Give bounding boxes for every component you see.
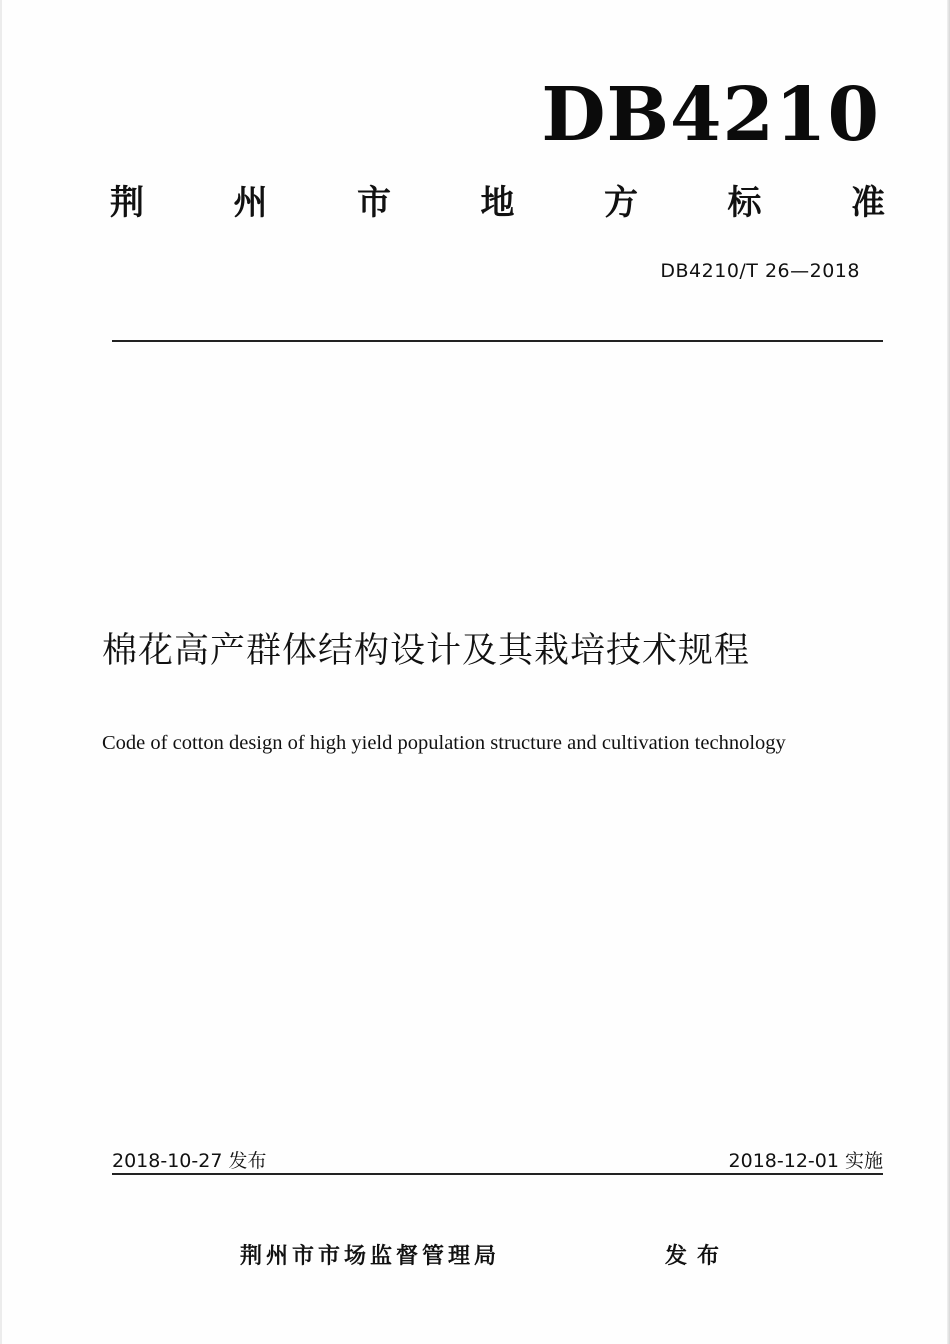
issue-date: 2018-10-27 发布: [112, 1150, 267, 1172]
publish-label: 发布: [665, 1244, 730, 1269]
category-char: 方: [604, 183, 638, 223]
title-chinese: 棉花高产群体结构设计及其栽培技术规程: [102, 631, 751, 671]
category-char: 地: [480, 183, 515, 223]
category-char: 州: [233, 183, 268, 223]
top-divider: [112, 340, 883, 342]
category-char: 荆: [110, 183, 144, 223]
standard-number: DB4210/T 26—2018: [660, 260, 860, 282]
publisher-name: 荆州市市场监督管理局: [240, 1244, 501, 1269]
standard-code-heading: DB4210: [541, 72, 880, 158]
standard-category: [110, 183, 885, 223]
category-char: 准: [851, 183, 885, 223]
title-english: Code of cotton design of high yield population structure and cultivation technology: [102, 732, 786, 754]
category-char: 标: [727, 183, 762, 223]
scan-edge-left: [0, 0, 2, 1344]
bottom-divider: [112, 1173, 883, 1175]
implementation-date: 2018-12-01 实施: [728, 1150, 883, 1172]
category-char: 市: [357, 183, 391, 223]
